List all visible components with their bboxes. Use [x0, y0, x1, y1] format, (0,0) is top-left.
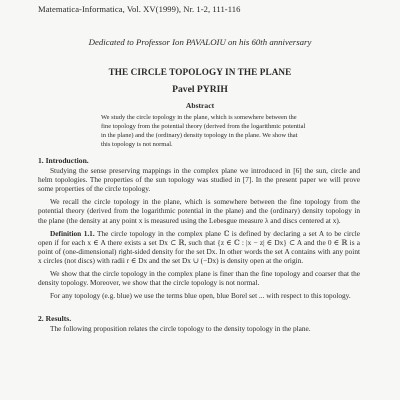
paper-body — [38, 156, 360, 338]
results-paragraph-1: The following proposition relates the circle topology to the density topology in the plane. — [50, 324, 311, 334]
abstract-heading: Abstract — [185, 101, 215, 110]
author-name: Pavel PYRIH — [172, 84, 228, 95]
journal-header: Matematica-Informatica, Vol. XV(1999), Nr. 1-2, 111-116 — [38, 4, 241, 14]
intro-paragraph-4: For any topology (e.g. blue) we use the terms blue open, blue Borel set ... with respect to this topology. — [50, 291, 351, 301]
paper-title: THE CIRCLE TOPOLOGY IN THE PLANE — [108, 67, 292, 77]
definition-label: Definition 1.1. — [50, 228, 95, 238]
section-heading-results: 2. Results. — [38, 314, 72, 324]
abstract-text: We study the circle topology in the plane, which is somewhere between the fine topology from the potential theory (derived from the logarithmic potential in the plane) and the (ordinary) density topology in the plane. We show that this topology is not normal. — [101, 114, 306, 149]
dedication-line: Dedicated to Professor Ion PAVALOIU on his 60th anniversary — [88, 37, 312, 47]
intro-paragraph-1: Studying the sense preserving mappings in the complex plane we introduced in [6] the sun, circle and helm topologies. The properties of the sun topology was studied in [7]. In the present paper we will prove some properties of the circle topology. — [38, 166, 360, 194]
definition-text: The circle topology in the complex plane ℂ is defined by declaring a set A to be circle open if for each x ∈ A there exists a set Dx ⊂ ℝ, such that {z ∈ ℂ : |x − z| ∈ Dx} ⊂ A and the 0 ∈ ℝ is a point of (one-dimensional) right-sided density for the set Dx. In other words the set A contains with any point x circles (not discs) with radii r ∈ Dx and the set Dx ∪ (−Dx) is density open at the origin. — [38, 228, 360, 265]
definition-paragraph — [38, 229, 360, 265]
intro-paragraph-3: We show that the circle topology in the complex plane is finer than the fine topology and coarser that the density topology. Moreover, we show that the circle topology is not normal. — [38, 269, 360, 288]
section-heading-introduction: 1. Introduction. — [38, 156, 89, 165]
intro-paragraph-2: We recall the circle topology in the plane, which is somewhere between the fine topology from the potential theory (derived from the logarithmic potential in the plane) and the (ordinary) density topology in the plane (the density at any point x is measured using the Lebesgue measure λ and discs centered at x). — [38, 197, 360, 225]
